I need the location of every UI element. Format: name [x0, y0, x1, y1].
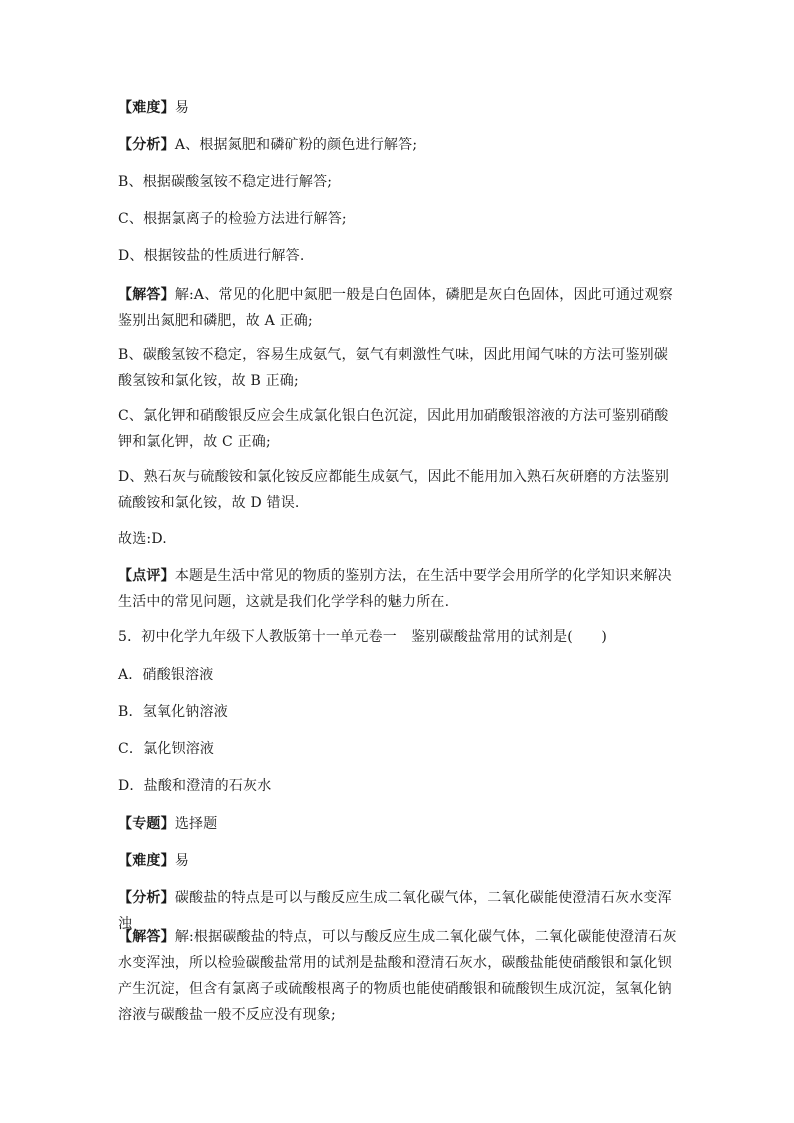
line-answer-2: 【解答】解:根据碳酸盐的特点，可以与酸反应生成二氧化碳气体，二氧化碳能使澄清石灰水变浑浊，所以检验碳酸盐常用的试剂是盐酸和澄清石灰水，碳酸盐能使硝酸银和氯化钡产生沉淀，但含有氯离子或硫酸根离子的物质也能使硝酸银和硫酸钡生成沉淀，氢氧化钠溶液与碳酸盐一般不反应没有现象; [118, 929, 677, 1023]
line-analysis-c: C、根据氯离子的检验方法进行解答; [118, 211, 347, 227]
option-a: A．硝酸银溶液 [118, 667, 214, 683]
line-answer-c: C、氯化钾和硝酸银反应会生成氯化银白色沉淀，因此用加硝酸银溶液的方法可鉴别硝酸钾和氯化钾，故 C 正确; [118, 408, 669, 450]
question-5: 5．初中化学九年级下人教版第十一单元卷一 鉴别碳酸盐常用的试剂是( ) [118, 629, 608, 645]
line-answer-b: B、碳酸氢铵不稳定，容易生成氨气，氨气有刺激性气味，因此用闻气味的方法可鉴别碳酸氢铵和氯化铵，故 B 正确; [118, 347, 669, 389]
option-b: B．氢氧化钠溶液 [118, 704, 228, 720]
line-analysis-a: 【分析】A、根据氮肥和磷矿粉的颜色进行解答; [118, 137, 418, 153]
line-analysis-d: D、根据铵盐的性质进行解答. [118, 248, 305, 264]
line-choice: 故选:D. [118, 531, 167, 547]
option-c: C．氯化钡溶液 [118, 741, 215, 757]
line-answer-d: D、熟石灰与硫酸铵和氯化铵反应都能生成氨气，因此不能用加入熟石灰研磨的方法鉴别硫酸铵和氯化铵，故 D 错误. [118, 469, 670, 511]
line-answer-a: 【解答】解:A、常见的化肥中氮肥一般是白色固体，磷肥是灰白色固体，因此可通过观察鉴别出氮肥和磷肥，故 A 正确; [118, 287, 673, 329]
line-analysis-b: B、根据碳酸氢铵不稳定进行解答; [118, 174, 333, 190]
line-analysis-2: 【分析】碳酸盐的特点是可以与酸反应生成二氧化碳气体，二氧化碳能使澄清石灰水变浑浊 [118, 890, 672, 932]
option-d: D．盐酸和澄清的石灰水 [118, 778, 272, 794]
line-difficulty-1: 【难度】易 [118, 100, 190, 116]
line-topic: 【专题】选择题 [118, 816, 218, 832]
line-comment: 【点评】本题是生活中常见的物质的鉴别方法，在生活中要学会用所学的化学知识来解决生活中的常见问题，这就是我们化学学科的魅力所在. [118, 568, 672, 610]
line-difficulty-2: 【难度】易 [118, 853, 190, 869]
